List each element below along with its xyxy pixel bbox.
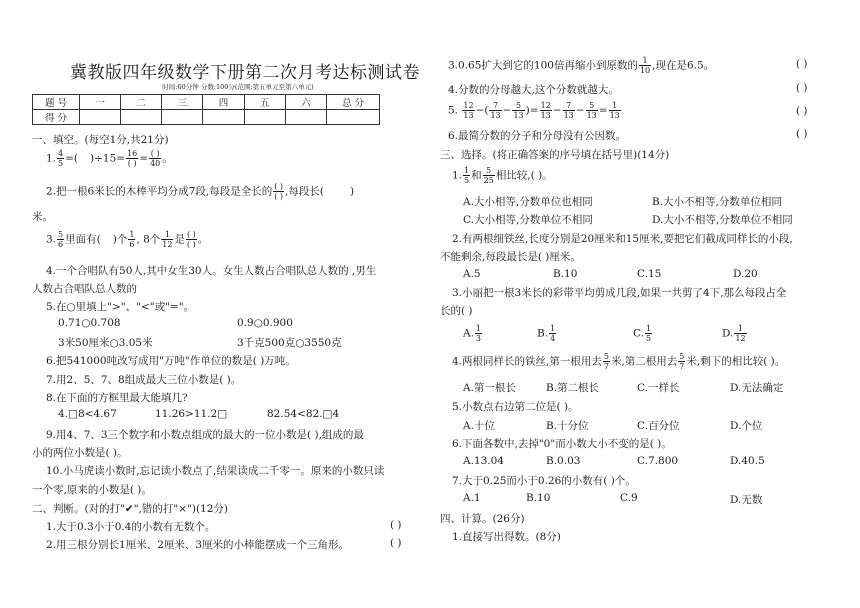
score-header-cell: 题 号 [33,95,80,110]
exam-subtitle: 时间:60分钟 分数:100分(范围:第五单元至第六单元) [162,83,314,91]
answer-paren[interactable]: ( ) [390,519,402,531]
equation-operator: −( [475,104,489,117]
page-title: 冀教版四年级数学下册第二次月考达标测试卷 [70,63,420,83]
judge-2: 2.用三根分别长1厘米、2厘米、3厘米的小棒能摆成一个三角形。 [46,539,350,551]
score-header-cell: 三 [162,95,203,110]
score-table [32,94,380,125]
choice-2-option-b[interactable]: B.10 [553,268,578,280]
choice-4-option-c[interactable]: C.一样长 [637,382,680,394]
choice-4-option-b[interactable]: B.第二根长 [546,382,600,394]
fraction: $\frac{1}{10}$ [639,56,651,75]
fraction: $\frac{1}{6}$ [129,230,135,249]
choice-1-option-c[interactable]: C.大小相等,分数单位不相同 [463,214,593,226]
question-10: 10.小马虎读小数时,忘记读小数点了,结果读成二千零一。原来的小数只读 [46,465,385,477]
fraction: $\frac{12}{13}$ [540,101,551,120]
choice-6: 6.下面各数中,去掉"0"而小数大小不变的是( )。 [452,438,672,450]
equation-operator: − [502,104,512,117]
choice-3-option-b[interactable]: B. $\frac{1}{4}$ [537,324,556,343]
fraction: $\frac{7}{13}$ [563,101,574,120]
question-8: 8.在下面的方框里最大能填几? [46,392,188,404]
question-5a: 0.71○0.708 [58,317,121,329]
choice-2-option-d[interactable]: D.20 [733,268,758,280]
choice-1-option-d[interactable]: D.大小不相等,分数单位不相同 [652,214,793,226]
score-table-header-row [33,95,380,110]
question-9: 9.用4、7、3三个数字和小数点组成的最大的一位小数是( ),组成的最 [46,429,364,441]
score-cell[interactable] [244,110,285,125]
answer-paren[interactable]: ( ) [796,82,808,94]
fraction: $\frac{( )}{40}$ [150,149,161,168]
calc-1: 1.直接写出得数。(8分) [452,531,561,543]
answer-paren[interactable]: ( ) [390,537,402,549]
score-table-score-row [33,110,380,125]
fraction: $\frac{1}{5}$ [464,166,470,185]
judge-5: 5. $\frac{12}{13}$ −( $\frac{7}{13}$ − $\frac{5}{13}$ )= $\frac{12}{13}$ − $\frac{7}{13}$ − $\frac{5}{13}$ = $\frac{1}{13}$ [448,101,620,120]
score-row-label: 得 分 [33,110,80,125]
choice-4-option-d[interactable]: D.无法确定 [730,382,784,394]
score-cell[interactable] [285,110,326,125]
choice-7: 7.大于0.25而小于0.26的小数有( )个。 [452,475,636,487]
section-3-heading: 三、选择。(将正确答案的序号填在括号里)(14分) [440,149,670,161]
choice-5-option-a[interactable]: A.十位 [463,420,495,432]
choice-5-option-c[interactable]: C.百分位 [637,420,680,432]
choice-2-option-c[interactable]: C.15 [637,268,662,280]
fraction: $\frac{5}{13}$ [586,101,597,120]
question-2: 2.把一根6米长的木棒平均分成7段,每段是全长的 $\frac{( )}{( )}$ ,每段长( ) [46,182,355,201]
fraction: $\frac{5}{7}$ [603,352,609,371]
choice-3-option-c[interactable]: C. $\frac{1}{5}$ [633,324,652,343]
equation-operator: = [598,104,608,117]
section-1-heading: 一、填空。(每空1分,共21分) [32,134,169,146]
choice-7-option-c[interactable]: C.9 [620,492,638,504]
judge-3: 3.0.65扩大到它的100倍再缩小到原数的 $\frac{1}{10}$ ,现在是6.5。 [448,56,715,75]
question-4-cont: 人数占合唱队总人数的 [32,283,137,295]
choice-4: 4.两根同样长的铁丝,第一根用去 $\frac{5}{7}$ 米,第二根用去 $\frac{5}{7}$ 米,剩下的相比较( )。 [452,352,786,371]
score-header-cell: 二 [121,95,162,110]
choice-5: 5.小数点右边第二位是( )。 [452,401,579,413]
fraction: $\frac{1}{13}$ [609,101,620,120]
score-header-cell: 一 [80,95,121,110]
question-8c: 82.54<82.□4 [267,408,340,420]
question-5: 5.在○里填上">"、"<"或"="。 [46,301,195,313]
question-8a: 4.□8<4.67 [58,408,117,420]
section-2-heading: 二、判断。(对的打"✔",错的打"×")(12分) [32,503,228,515]
choice-2-cont: 不能剩余,每段最长是( )厘米。 [440,251,581,263]
choice-2: 2.有两根细铁丝,长度分别是20厘米和15厘米,要把它们截成同样长的小段, [452,233,793,245]
score-header-cell: 五 [244,95,285,110]
question-5d: 3千克500克○3550克 [237,337,342,349]
fraction: $\frac{7}{13}$ [490,101,501,120]
choice-5-option-b[interactable]: B.十分位 [546,420,589,432]
question-7: 7.用2、5、7、8组成最大三位小数是( )。 [46,374,242,386]
choice-3: 3.小丽把一根3米长的彩带平均剪成几段,如果一共剪了4下,那么每段占全 [452,287,787,299]
choice-6-option-b[interactable]: B.0.03 [546,455,581,467]
choice-6-option-c[interactable]: C.7.800 [637,455,679,467]
answer-paren[interactable]: ( ) [796,105,808,117]
fraction: $\frac{1}{12}$ [162,230,173,249]
fraction: $\frac{16}{( )}$ [127,149,138,168]
question-4: 4.一个合唱队有50人,其中女生30人。女生人数占合唱队总人数的 ,男生 [46,265,377,277]
score-header-cell: 六 [285,95,326,110]
choice-4-option-a[interactable]: A.第一根长 [463,382,516,394]
question-10-cont: 一个零,原来的小数是( )。 [32,484,152,496]
answer-paren[interactable]: ( ) [796,128,808,140]
judge-6: 6.最简分数的分子和分母没有公因数。 [448,130,627,142]
score-header-cell: 四 [203,95,244,110]
fraction: $\frac{5}{7}$ [679,352,685,371]
score-header-cell: 总 分 [327,95,380,110]
choice-1: 1. $\frac{1}{5}$ 和 $\frac{5}{25}$ 相比较,( )。 [452,166,553,185]
choice-2-option-a[interactable]: A.5 [463,268,481,280]
fraction: $\frac{4}{5}$ [58,149,64,168]
answer-paren[interactable]: ( ) [796,58,808,70]
choice-7-option-b[interactable]: B.10 [526,492,551,504]
choice-3-cont: 长的( ) [440,305,473,317]
question-1: 1. $\frac{4}{5}$ =( )÷15= $\frac{16}{( )}$ = $\frac{( )}{40}$ 。 [46,149,173,168]
equation-operator: )= [525,104,539,117]
score-cell[interactable] [203,110,244,125]
choice-7-option-a[interactable]: A.1 [463,492,481,504]
fraction: $\frac{( )}{( )}$ [274,182,284,201]
judge-4: 4.分数的分母越大,这个分数就越大。 [448,84,619,96]
judge-1: 1.大于0.3小于0.4的小数有无数个。 [46,521,216,533]
choice-1-option-a[interactable]: A.大小相等,分数单位也相同 [463,196,593,208]
question-3: 3. $\frac{5}{6}$ 里面有( )个 $\frac{1}{6}$ , 8个 $\frac{1}{12}$ 是 $\frac{( )}{( )}$ 。 [46,230,209,249]
question-8b: 11.26>11.2□ [155,408,228,420]
fraction: $\frac{12}{13}$ [463,101,474,120]
choice-6-option-a[interactable]: A.13.04 [463,455,504,467]
equation-operator: − [575,104,585,117]
choice-3-option-d[interactable]: D. $\frac{1}{12}$ [722,324,746,343]
score-cell[interactable] [80,110,121,125]
fraction: $\frac{( )}{( )}$ [186,230,196,249]
section-4-heading: 四、计算。(26分) [440,513,525,525]
choice-1-option-b[interactable]: B.大小不相等,分数单位相同 [652,196,782,208]
question-5c: 3米50厘米○3.05米 [58,337,153,349]
fraction: $\frac{5}{6}$ [58,230,64,249]
question-9-cont: 小的两位小数是( )。 [32,447,128,459]
fraction: $\frac{5}{13}$ [513,101,524,120]
score-cell[interactable] [121,110,162,125]
choice-6-option-d[interactable]: D.40.5 [730,455,765,467]
question-2-cont: 米。 [32,211,53,223]
equation-operator: − [552,104,562,117]
choice-7-option-d[interactable]: D.无数 [730,494,763,506]
score-cell[interactable] [162,110,203,125]
question-6: 6.把541000吨改写成用"万吨"作单位的数是( )万吨。 [46,355,296,367]
choice-3-option-a[interactable]: A. $\frac{1}{3}$ [463,324,482,343]
choice-5-option-d[interactable]: D.个位 [730,420,763,432]
fraction: $\frac{5}{25}$ [483,166,494,185]
question-5b: 0.9○0.900 [237,317,293,329]
score-cell[interactable] [327,110,380,125]
